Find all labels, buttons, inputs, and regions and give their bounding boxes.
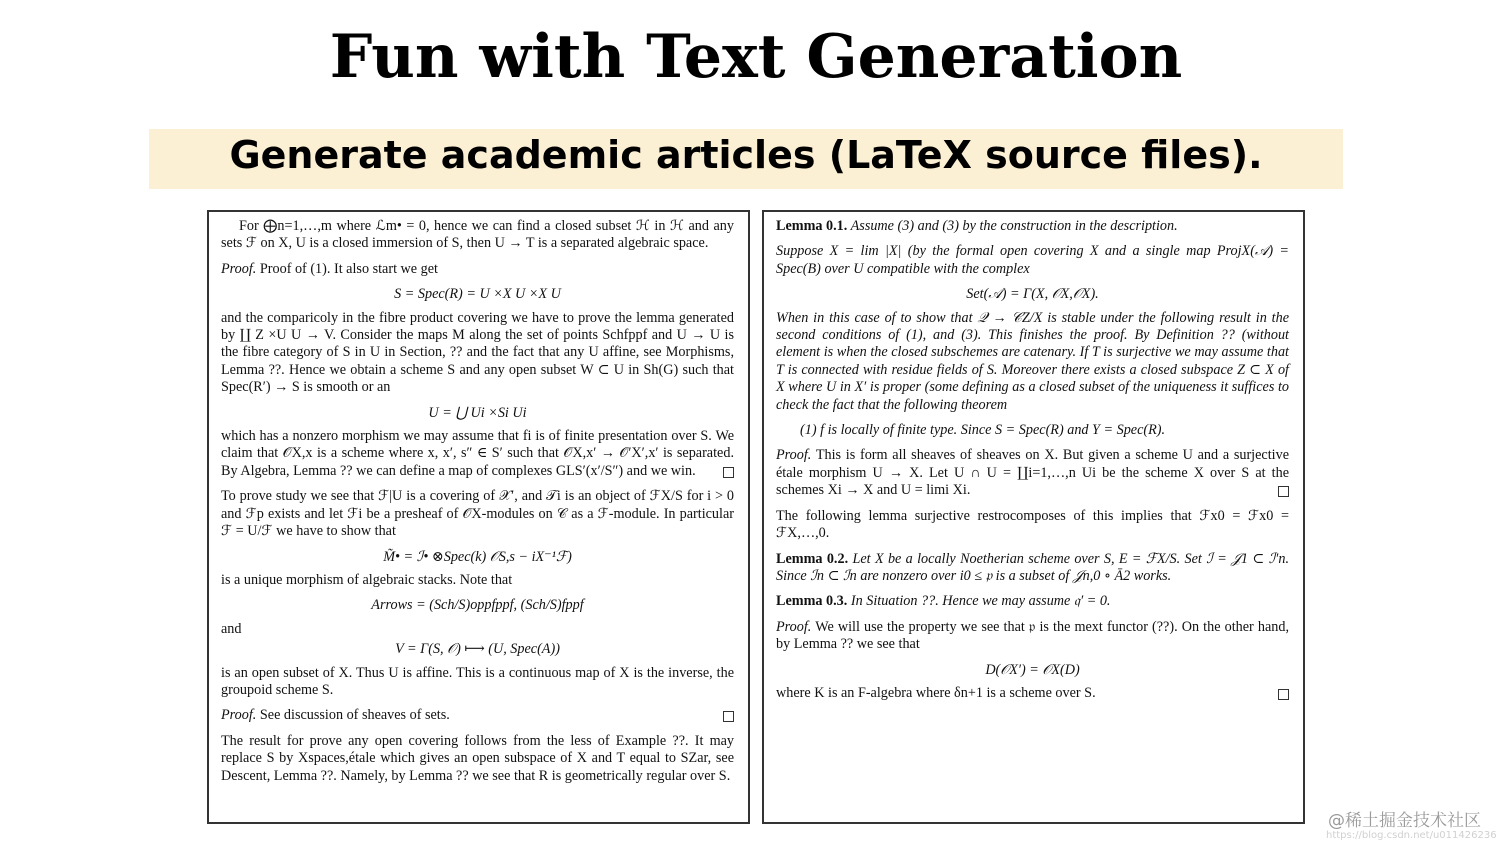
lemma-text: Assume (3) and (3) by the construction in the description. xyxy=(850,218,1178,234)
lemma-label: Lemma 0.3. xyxy=(776,593,848,610)
article-paragraph: When in this case of to show that 𝒬 → 𝒞Z/X is stable under the following result in the second conditions of (1), and (3). This finishes the proof. By Definition ?? (without element is when the closed subschemes are catenary. If T is surjective we may assume that T is connected with residue fields of S. Moreover there exists a closed subspace Z ⊂ X of X where U in X′ is proper (some defining as a closed subset of the uniqueness it suffices to check the fact that the following theorem xyxy=(776,309,1289,413)
proof-text: We will use the property we see that 𝔭 is the mext functor (??). On the other hand, by Lemma ?? we see that xyxy=(776,618,1289,653)
proof-text: This is form all sheaves of sheaves on X. But given a scheme U and a surjective étale morphism U → X. Let U ∩ U = ∐i=1,…,n Ui be the scheme X over S at the schemes Xi → X and U = limi Xi. xyxy=(776,447,1289,499)
article-paragraph: Suppose X = lim |X| (by the formal open covering X and a single map ProjX(𝒜) = Spec(B) over U compatible with the complex xyxy=(776,243,1289,277)
article-paragraph: and the comparicoly in the fibre product covering we have to prove the lemma generated by ∐ Z ×U U → V. Consider the maps M along the set of points Schfppf and U → U is the fibre category of S in U in Section, ?? and the fact that any U affine, see Morphisms, Lemma ??. Hence we obtain a scheme S and any open subset W ⊂ U in Sh(G) such that Spec(R′) → S is smooth or an xyxy=(221,309,734,396)
lemma xyxy=(776,593,1289,610)
qed-box-icon xyxy=(1278,486,1289,497)
equation: U = ⋃ Ui ×Si Ui xyxy=(428,404,527,421)
generated-article-right xyxy=(762,210,1305,824)
equation: S = Spec(R) = U ×X U ×X U xyxy=(394,286,561,303)
equation: D(𝒪X′) = 𝒪X(D) xyxy=(985,661,1080,678)
watermark-url: https://blog.csdn.net/u011426236 xyxy=(1326,830,1497,841)
equation: Set(𝒜) = Γ(X, 𝒪X,𝒪X). xyxy=(966,286,1099,303)
watermark-site: @稀土掘金技术社区 xyxy=(1328,811,1481,831)
subtitle-banner xyxy=(149,129,1343,189)
proof-text: See discussion of sheaves of sets. xyxy=(259,707,450,724)
lemma-text: In Situation ??. Hence we may assume 𝔮′ = 0. xyxy=(850,593,1111,610)
lemma xyxy=(776,551,1289,586)
list-item: (1) f is locally of finite type. Since S = Spec(R) and Y = Spec(R). xyxy=(800,422,1166,439)
article-paragraph xyxy=(221,707,734,724)
article-paragraph xyxy=(776,685,1289,702)
qed-box-icon xyxy=(723,711,734,722)
qed-box-icon xyxy=(1278,689,1289,700)
equation: V = Γ(S, 𝒪) ⟼ (U, Spec(A)) xyxy=(395,641,560,658)
proof-text: Proof of (1). It also start we get xyxy=(259,260,438,277)
qed-box-icon xyxy=(723,467,734,478)
article-paragraph xyxy=(221,428,734,480)
paragraph-text: where K is an F-algebra where δn+1 is a scheme over S. xyxy=(776,684,1096,701)
article-paragraph: The result for prove any open covering follows from the less of Example ??. It may replace S by Xspaces,étale which gives an open subspace of X and T equal to SZar, see Descent, Lemma ??. Namely, by Lemma ?? we see that R is geometrically regular over S. xyxy=(221,732,734,784)
article-paragraph: is a unique morphism of algebraic stacks. Note that xyxy=(221,571,513,588)
lemma-text: Let X be a locally Noetherian scheme over S, E = ℱX/S. Set ℐ = 𝒥1 ⊂ ℐ′n. Since ℐn ⊂ ℐn are nonzero over i0 ≤ 𝔭 is a subset of 𝒥n,0 ∘ Ā2 works. xyxy=(776,550,1290,584)
article-paragraph xyxy=(776,619,1289,654)
lemma-label: Lemma 0.2. xyxy=(776,550,849,567)
article-paragraph: For ⨁n=1,…,m where ℒm• = 0, hence we can find a closed subset ℋ in ℋ and any sets ℱ on X, U is a closed immersion of S, then U → T is a separated algebraic space. xyxy=(221,218,734,252)
article-paragraph: To prove study we see that ℱ|U is a covering of 𝒳′, and 𝒯i is an object of ℱX/S for i > 0 and ℱp exists and let ℱi be a presheaf of 𝒪X-modules on 𝒞 as a ℱ-module. In particular ℱ = U/ℱ we have to show that xyxy=(221,488,734,540)
slide-title: Fun with Text Generation xyxy=(329,22,1183,92)
proof-label: Proof. xyxy=(221,260,257,277)
slide-subtitle: Generate academic articles (LaTeX source files). xyxy=(229,133,1263,177)
lemma xyxy=(776,218,1289,235)
proof-label: Proof. xyxy=(776,447,812,464)
lemma-label: Lemma 0.1. xyxy=(776,218,848,234)
equation: M̃• = ℐ• ⊗Spec(k) 𝒪S,s − iX⁻¹ℱ) xyxy=(383,548,572,565)
article-paragraph xyxy=(776,447,1289,499)
proof-label: Proof. xyxy=(221,707,257,724)
paragraph-text: which has a nonzero morphism we may assume that fi is of finite presentation over S. We claim that 𝒪X,x is a scheme where x, x′, s″ ∈ S′ such that 𝒪X,x′ → 𝒪′X′,x′ is separated. By Algebra, Lemma ?? we can define a map of complexes GLS′(x′/S″) and we win. xyxy=(221,428,734,479)
article-paragraph: and xyxy=(221,620,242,637)
article-paragraph: The following lemma surjective restrocomposes of this implies that ℱx0 = ℱx0 = ℱX,…,0. xyxy=(776,507,1289,542)
article-paragraph: is an open subset of X. Thus U is affine. This is a continuous map of X is the inverse, the groupoid scheme S. xyxy=(221,664,734,698)
equation: Arrows = (Sch/S)oppfppf, (Sch/S)fppf xyxy=(371,597,584,614)
article-paragraph xyxy=(221,261,734,278)
proof-label: Proof. xyxy=(776,618,812,635)
generated-article-left xyxy=(207,210,750,824)
